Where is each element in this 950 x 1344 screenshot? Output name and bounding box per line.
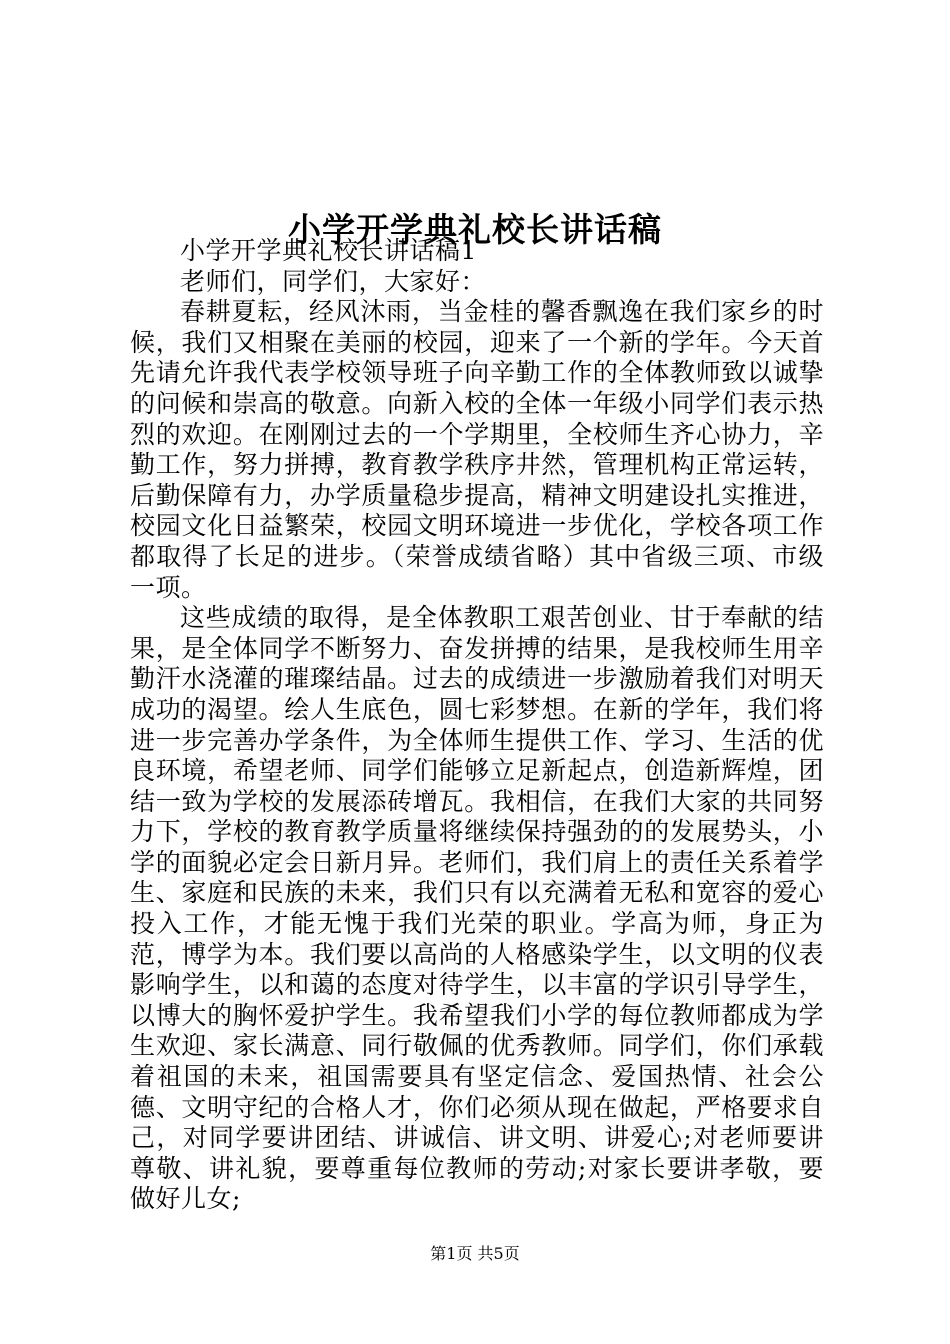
page-footer: 第1页 共5页 xyxy=(430,1244,520,1263)
paragraph-2: 这些成绩的取得，是全体教职工艰苦创业、甘于奉献的结果，是全体同学不断努力、奋发拼搏的结果，是我校师生用辛勤汗水浇灌的璀璨结晶。过去的成绩进一步激励着我们对明天成功的渴望。绘人生底色，圆七彩梦想。在新的学年，我们将进一步完善办学条件，为全体师生提供工作、学习、生活的优良环境，希望老师、同学们能够立足新起点，创造新辉煌，团结一致为学校的发展添砖增瓦。我相信，在我们大家的共同努力下，学校的教育教学质量将继续保持强劲的的发展势头，小学的面貌必定会日新月异。老师们，我们肩上的责任关系着学生、家庭和民族的未来，我们只有以充满着无私和宽容的爱心投入工作，才能无愧于我们光荣的职业。学高为师，身正为范，博学为本。我们要以高尚的人格感染学生，以文明的仪表影响学生，以和蔼的态度对待学生，以丰富的学识引导学生，以博大的胸怀爱护学生。我希望我们小学的每位教师都成为学生欢迎、家长满意、同行敬佩的优秀教师。同学们，你们承载着祖国的未来，祖国需要具有坚定信念、爱国热情、社会公德、文明守纪的合格人才，你们必须从现在做起，严格要求自己，对同学要讲团结、讲诚信、讲文明、讲爱心;对老师要讲尊敬、讲礼貌，要尊重每位教师的劳动;对家长要讲孝敬，要做好儿女; xyxy=(130,603,824,1214)
document-body xyxy=(130,236,824,1215)
greeting-line: 老师们，同学们，大家好： xyxy=(180,266,487,296)
document-subtitle: 小学开学典礼校长讲话稿1 xyxy=(180,236,477,265)
paragraph-1: 春耕夏耘，经风沐雨，当金桂的馨香飘逸在我们家乡的时候，我们又相聚在美丽的校园，迎来了一个新的学年。今天首先请允许我代表学校领导班子向辛勤工作的全体教师致以诚挚的问候和崇高的敬意。向新入校的全体一年级小同学们表示热烈的欢迎。在刚刚过去的一个学期里，全校师生齐心协力，辛勤工作，努力拼搏，教育教学秩序井然，管理机构正常运转，后勤保障有力，办学质量稳步提高，精神文明建设扎实推进，校园文化日益繁荣，校园文明环境进一步优化，学校各项工作都取得了长足的进步。（荣誉成绩省略）其中省级三项、市级一项。 xyxy=(130,297,824,602)
document-title: 小学开学典礼校长讲话稿 xyxy=(288,210,662,250)
